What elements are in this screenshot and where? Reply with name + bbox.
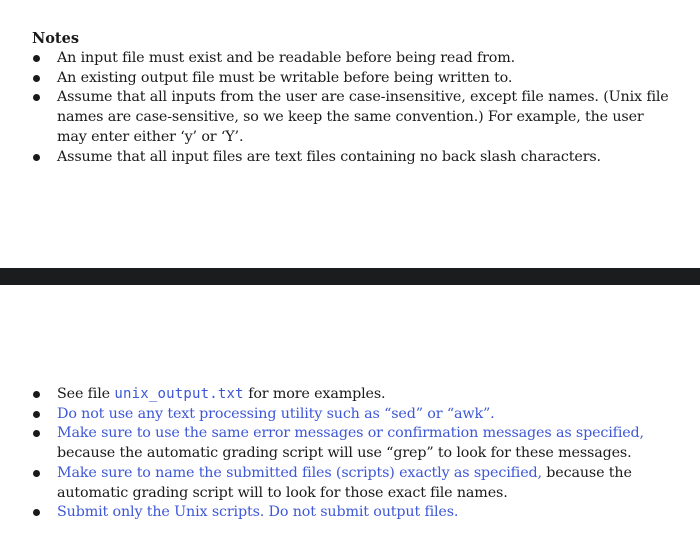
list-item — [0, 464, 700, 503]
messages-highlight: Make sure to use the same error messages or confirmation messages as specified, — [57, 425, 644, 442]
note-text: An input file must exist and be readable before being read from. — [57, 50, 516, 66]
note-text: An existing output file must be writable before being written to. — [57, 69, 513, 86]
list-item — [0, 385, 700, 405]
list-item — [0, 49, 700, 69]
list-item — [0, 148, 700, 168]
list-item — [0, 503, 700, 523]
see-file-prefix: See file — [57, 386, 115, 402]
notes-section — [0, 0, 700, 268]
list-item — [0, 88, 700, 147]
requirements-section — [0, 285, 700, 537]
bullet-icon — [33, 430, 40, 437]
notes-list — [0, 49, 700, 167]
list-item — [0, 424, 700, 463]
list-item — [0, 69, 700, 89]
page-divider — [0, 268, 700, 285]
bullet-icon — [33, 75, 40, 82]
bullet-icon — [33, 470, 40, 477]
bullet-icon — [33, 509, 40, 516]
bullet-icon — [33, 391, 40, 398]
see-file-suffix: for more examples. — [243, 386, 386, 402]
requirements-list — [0, 385, 700, 523]
names-rest: because the automatic grading script will to look for those exact file names. — [57, 464, 632, 501]
bullet-icon — [33, 55, 40, 62]
bullet-icon — [33, 154, 40, 161]
bullet-icon — [33, 94, 40, 101]
messages-rest: because the automatic grading script will use “grep” to look for these messages. — [57, 445, 632, 462]
bullet-icon — [33, 411, 40, 418]
file-name: unix_output.txt — [114, 386, 244, 402]
notes-heading: Notes — [32, 30, 80, 47]
note-text: Assume that all inputs from the user are case-insensitive, except file names. (Unix file names are case-sensitive, so we keep the same convention.) For example, the user may enter either ‘y’ or ‘Y’. — [57, 89, 669, 145]
list-item — [0, 405, 700, 425]
names-highlight: Make sure to name the submitted files (scripts) exactly as specified, — [57, 464, 542, 481]
submit-only-text: Submit only the Unix scripts. Do not submit output files. — [57, 504, 459, 521]
note-text: Assume that all input files are text files containing no back slash characters. — [57, 148, 601, 165]
no-utility-text: Do not use any text processing utility such as “sed” or “awk”. — [57, 405, 495, 422]
